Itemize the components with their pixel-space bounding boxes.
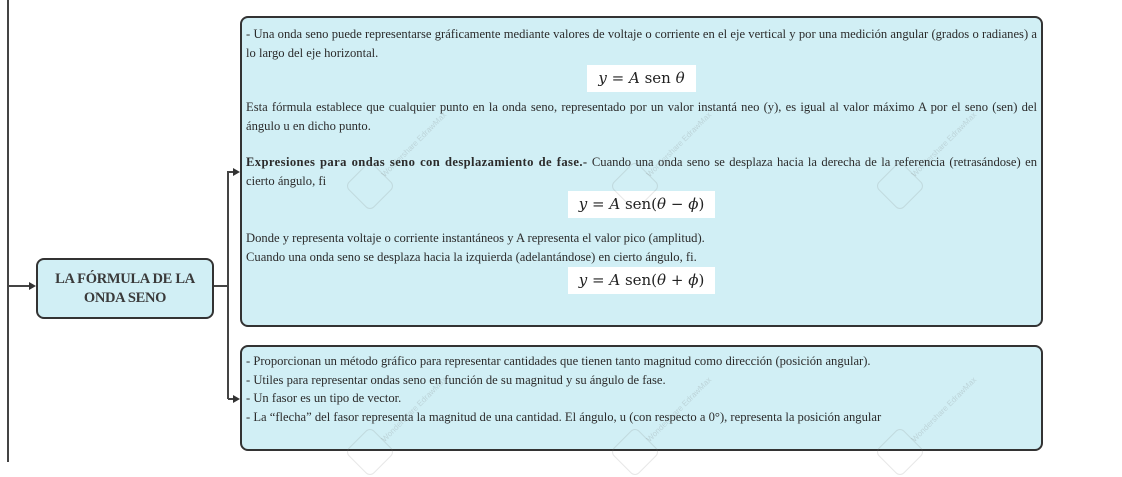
main-node-arrowhead-icon [29, 282, 36, 290]
phase-shift-text: Cuando una onda seno se desplaza hacia la derecha de la referencia (retrasándose) en cierto ángulo, fi [246, 155, 1037, 188]
phasor-line-2: - Utiles para representar ondas seno en función de su magnitud y su ángulo de fase. [246, 372, 666, 387]
watermark-text: Wondershare EdrawMax [379, 375, 449, 444]
phasor-line-1: - Proporcionan un método gráfico para representar cantidades que tienen tanto magnitud como dirección (posición angular). [246, 354, 871, 368]
sine-formula-topic-box[interactable] [240, 16, 1043, 327]
main-topic-label-line1: LA FÓRMULA DE LA [55, 270, 195, 287]
formula-basic: y = A sen θ [587, 65, 695, 92]
branch2-arrowhead-icon [233, 395, 240, 403]
branch1-arrowhead-icon [233, 168, 240, 176]
intro-text: - Una onda seno puede representarse gráficamente mediante valores de voltaje o corriente en el eje vertical y por una medición angular (grados o radianes) a lo largo del eje horizontal. [246, 27, 1037, 60]
phasor-topic-box[interactable] [240, 345, 1043, 451]
phasor-line-3: - Un fasor es un tipo de vector. [246, 391, 402, 405]
trunk-connector-line [7, 0, 9, 462]
watermark-text: Wondershare EdrawMax [644, 110, 714, 179]
main-topic-node[interactable] [36, 258, 214, 319]
formula-lagging: y = A sen(θ − ϕ) [568, 191, 716, 218]
left-shift-text: Cuando una onda seno se desplaza hacia la izquierda (adelantándose) en cierto ángulo, fi. [246, 250, 697, 264]
watermark-text: Wondershare EdrawMax [644, 375, 714, 444]
formula-leading: y = A sen(θ + ϕ) [568, 267, 716, 294]
phasor-line-4: - La “flecha” del fasor representa la magnitud de una cantidad. El ángulo, u (con respecto a 0°), representa la posición angular [246, 409, 882, 424]
watermark-text: Wondershare EdrawMax [909, 110, 979, 179]
watermark-text: Wondershare EdrawMax [379, 110, 449, 179]
phase-shift-paragraph [246, 153, 1037, 191]
watermark-text: Wondershare EdrawMax [909, 375, 979, 444]
explanation-text: Esta fórmula establece que cualquier punto en la onda seno, representado por un valor instantá neo (y), es igual al valor máximo A por el seno (sen) del ángulo u en dicho punto. [246, 100, 1037, 133]
main-topic-label-line2: ONDA SENO [83, 289, 167, 306]
main-node-connector [9, 285, 30, 287]
phase-shift-heading: Expresiones para ondas seno con desplazamiento de fase.- [246, 155, 588, 169]
where-text: Donde y representa voltaje o corriente instantáneos y A representa el valor pico (amplitud). [246, 231, 705, 245]
branch-vertical-connector [227, 171, 229, 399]
